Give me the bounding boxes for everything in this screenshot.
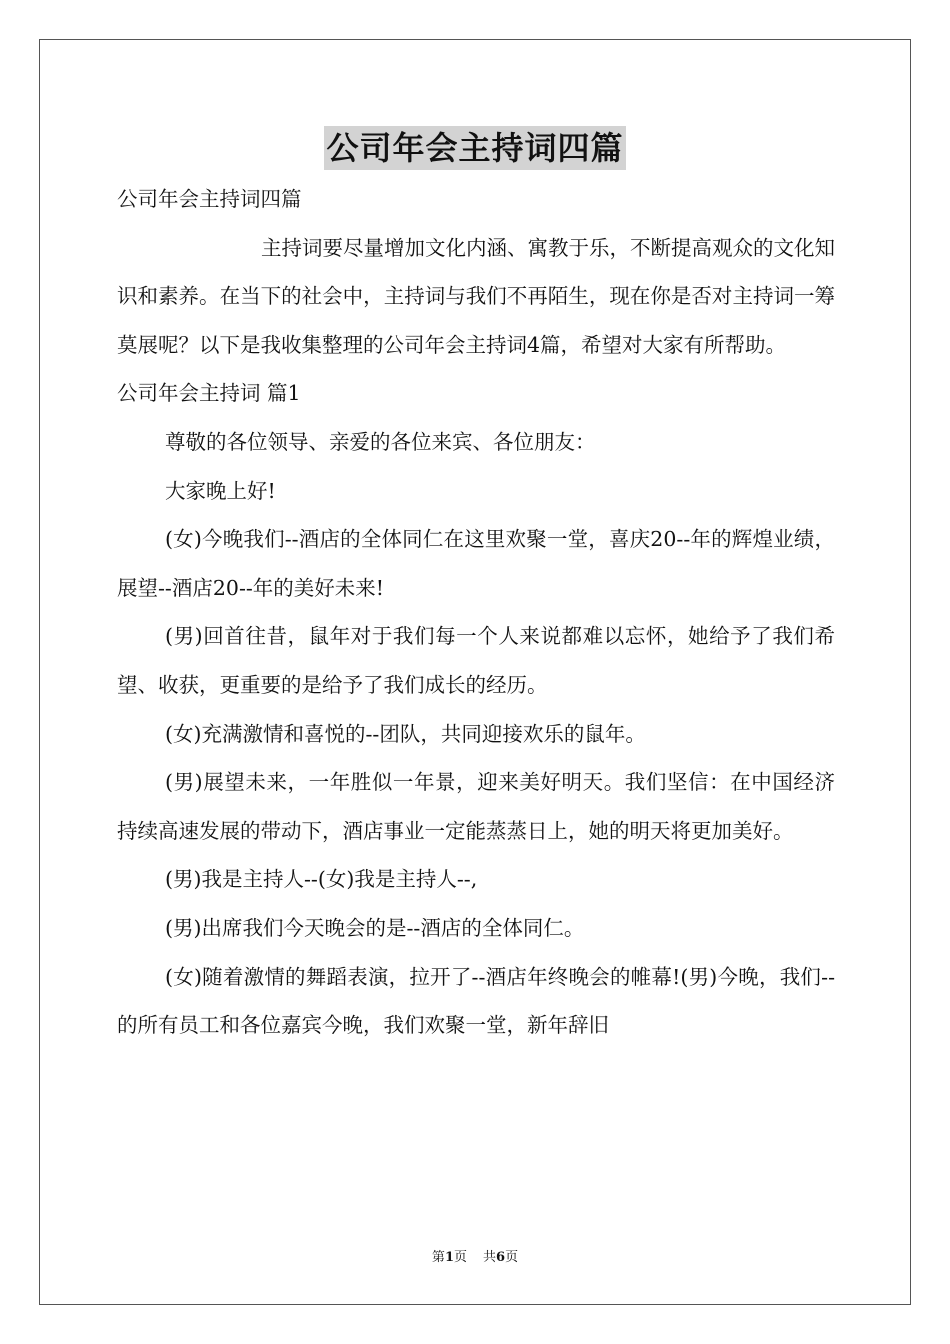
page-footer bbox=[0, 1246, 950, 1265]
paragraph: 公司年会主持词四篇 bbox=[117, 187, 302, 211]
footer-page-number: 1 bbox=[444, 1250, 454, 1265]
paragraph: 大家晚上好! bbox=[165, 478, 276, 503]
paragraph: (男)回首往昔，鼠年对于我们每一个人来说都难以忘怀，她给予了我们希望、收获，更重要的是给予了我们成长的经历。 bbox=[117, 624, 835, 697]
document-body bbox=[117, 175, 835, 1050]
document-title: 公司年会主持词四篇 bbox=[324, 126, 625, 170]
footer-total-prefix: 共 bbox=[483, 1250, 497, 1265]
paragraph: (男)我是主持人--(女)我是主持人--, bbox=[165, 867, 478, 892]
footer-page-suffix: 页 bbox=[453, 1250, 467, 1265]
paragraph: (女)今晚我们--酒店的全体同仁在这里欢聚一堂，喜庆20--年的辉煌业绩，展望--酒店20--年的美好未来! bbox=[117, 527, 835, 600]
paragraph: (男)出席我们今天晚会的是--酒店的全体同仁。 bbox=[165, 915, 585, 940]
paragraph: 尊敬的各位领导、亲爱的各位来宾、各位朋友： bbox=[165, 429, 596, 454]
paragraph: (男)展望未来，一年胜似一年景，迎来美好明天。我们坚信：在中国经济持续高速发展的带动下，酒店事业一定能蒸蒸日上，她的明天将更加美好。 bbox=[117, 770, 835, 843]
title-container bbox=[0, 126, 950, 170]
paragraph: 公司年会主持词 篇1 bbox=[117, 381, 301, 406]
paragraph: (女)随着激情的舞蹈表演，拉开了--酒店年终晚会的帷幕!(男)今晚，我们--的所有员工和各位嘉宾今晚，我们欢聚一堂，新年辞旧 bbox=[117, 964, 835, 1038]
paragraph: 主持词要尽量增加文化内涵、寓教于乐，不断提高观众的文化知识和素养。在当下的社会中，主持词与我们不再陌生，现在你是否对主持词一筹莫展呢？以下是我收集整理的公司年会主持词4篇，希望对大家有所帮助。 bbox=[117, 235, 835, 357]
footer-page-prefix: 第 bbox=[431, 1250, 445, 1265]
footer-total-suffix: 页 bbox=[505, 1250, 519, 1265]
footer-total-pages: 6 bbox=[496, 1250, 506, 1265]
paragraph: (女)充满激情和喜悦的--团队，共同迎接欢乐的鼠年。 bbox=[165, 721, 646, 746]
